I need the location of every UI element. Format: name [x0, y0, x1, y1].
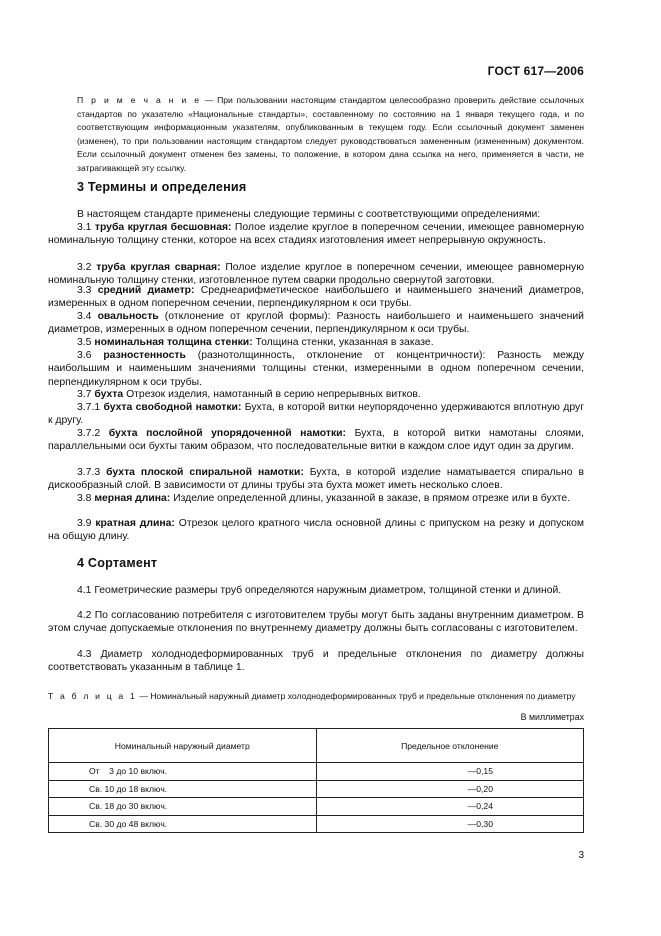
clause-text: 4.3 Диаметр холоднодеформированных труб и предельные отклонения по диаметру должны соответствовать указанным в таблице 1.	[48, 649, 584, 674]
term-name: труба круглая сварная:	[96, 262, 221, 273]
term-name: бухта	[94, 389, 124, 400]
term-number: 3.7.2	[77, 428, 101, 439]
document-code: ГОСТ 617—2006	[487, 64, 584, 78]
table-caption-label: Т а б л и ц а 1	[48, 691, 137, 701]
table-row	[49, 763, 584, 781]
clause-4-3	[48, 648, 584, 675]
intro-text: В настоящем стандарте применены следующие термины с соответствующими определениями:	[77, 209, 541, 220]
term-definition: Полое изделие круглое в поперечном сечении, имеющее равномерную номинальную толщину стенки, которое на всех стадиях изготовления имеет непрерывную окружность.	[48, 222, 584, 247]
note-label: П р и м е ч а н и е	[77, 95, 202, 105]
term-number: 3.7.1	[77, 402, 101, 413]
term-number: 3.9	[77, 518, 92, 529]
term-name: кратная длина:	[95, 518, 175, 529]
header-tolerance: Предельное отклонение	[316, 729, 584, 763]
diameter-range-cell: От 3 до 10 включ.	[49, 763, 317, 781]
tolerance-cell: —0,30	[316, 815, 584, 833]
term-number: 3.6	[77, 350, 92, 361]
clause-text: 4.1 Геометрические размеры труб определяются наружным диаметром, толщиной стенки и длиной.	[77, 585, 562, 596]
term-name: номинальная толщина стенки:	[94, 337, 253, 348]
term-3-6	[48, 349, 584, 389]
tolerance-cell: —0,24	[316, 798, 584, 816]
table-header-row	[49, 729, 584, 763]
diameter-table	[48, 728, 584, 833]
term-name: труба круглая бесшовная:	[94, 222, 232, 233]
term-3-9	[48, 517, 584, 544]
term-number: 3.2	[77, 262, 92, 273]
term-definition: Толщина стенки, указанная в заказе.	[252, 337, 434, 348]
note-text: — При пользовании настоящим стандартом целесообразно проверить действие ссылочных стандартов по указателю «Национальные стандарты», составленному по состоянию на 1 января текущего года, и по соответствующим информационным указателям, опубликованным в текущем году. Если ссылочный документ заменен (изменен), то при пользовании настоящим стандартом следует руководствоваться замененным (измененным) документом. Если ссылочный документ отменен без замены, то положение, в котором дана ссылка на него, применяется в части, не затрагивающей эту ссылку.	[77, 95, 584, 173]
term-3-7-3	[48, 466, 584, 493]
term-number: 3.3	[77, 285, 92, 296]
table-row	[49, 798, 584, 816]
page-number: 3	[578, 850, 584, 861]
term-number: 3.4	[77, 311, 92, 322]
section-4-heading: 4 Сортамент	[77, 556, 158, 570]
term-definition: Изделие определенной длины, указанной в заказе, в прямом отрезке или в бухте.	[170, 493, 571, 504]
diameter-range-cell: Св. 18 до 30 включ.	[49, 798, 317, 816]
term-definition: Бухта, в которой витки неупорядоченно удерживаются вплотную друг к другу.	[48, 402, 585, 427]
term-name: разностенность	[103, 350, 186, 361]
section-3-intro	[48, 208, 584, 221]
term-name: средний диаметр:	[97, 285, 195, 296]
term-name: бухта послойной упорядоченной намотки:	[108, 428, 346, 439]
table-units: В миллиметрах	[520, 712, 584, 722]
clause-4-1	[48, 584, 584, 597]
term-number: 3.7.3	[77, 467, 101, 478]
term-definition: Среднеарифметическое наибольшего и наименьшего значений диаметров, измеренных в одном поперечном сечении, перпендикулярном к оси трубы.	[48, 285, 584, 310]
term-number: 3.7	[77, 389, 92, 400]
term-definition: Бухта, в которой изделие наматывается спирально в дискообразный слой. В зависимости от длины трубы эта бухта может иметь несколько слоев.	[48, 467, 585, 492]
table-row	[49, 815, 584, 833]
term-name: мерная длина:	[94, 493, 171, 504]
term-3-7	[48, 388, 584, 401]
term-3-8	[48, 492, 584, 505]
table-caption-text: — Номинальный наружный диаметр холоднодеформированных труб и предельные отклонения по диаметру	[136, 691, 576, 701]
tolerance-cell: —0,15	[316, 763, 584, 781]
term-definition: Отрезок изделия, намотанный в серию непрерывных витков.	[123, 389, 421, 400]
term-name: бухта свободной намотки:	[103, 402, 242, 413]
term-3-7-1	[48, 401, 584, 428]
term-definition: (разнотолщинность, отклонение от концентричности): Разность между наибольшим и наименьшим значениями толщины стенки, измеренными в одном поперечном сечении, перпендикулярном к оси трубы.	[48, 350, 584, 388]
section-3-heading: 3 Термины и определения	[77, 180, 247, 194]
term-name: бухта плоской спиральной намотки:	[106, 467, 304, 478]
table-row	[49, 780, 584, 798]
term-3-5	[48, 336, 584, 349]
clause-text: 4.2 По согласованию потребителя с изготовителем трубы могут быть заданы внутренним диаметром. В этом случае допускаемые отклонения по внутреннему диаметру должны быть согласованы с изготовителем.	[48, 610, 584, 635]
term-3-7-2	[48, 427, 584, 454]
term-name: овальность	[97, 311, 159, 322]
term-3-1	[48, 221, 584, 248]
term-definition: Полое изделие круглое в поперечном сечении, имеющее равномерную номинальную толщину стенки, изготовленное путем сварки продольно свернутой заготовки.	[48, 262, 584, 287]
term-3-4	[48, 310, 584, 337]
term-definition: Бухта, в которой витки намотаны слоями, параллельными оси бухты таким образом, что последовательные витки в каждом слое идут один за другим.	[48, 428, 584, 453]
diameter-range-cell: Св. 30 до 48 включ.	[49, 815, 317, 833]
term-3-3	[48, 284, 584, 311]
term-number: 3.8	[77, 493, 92, 504]
reference-note	[77, 94, 584, 175]
term-number: 3.1	[77, 222, 92, 233]
tolerance-cell: —0,20	[316, 780, 584, 798]
term-definition: Отрезок целого кратного числа основной длины с припуском на резку и допуском на общую длину.	[48, 518, 584, 543]
table-caption	[48, 690, 584, 703]
header-nominal-diameter: Номинальный наружный диаметр	[49, 729, 317, 763]
term-number: 3.5	[77, 337, 92, 348]
clause-4-2	[48, 609, 584, 636]
term-definition: (отклонение от круглой формы): Разность наибольшего и наименьшего значений диаметров, измеренных в одном поперечном сечении, перпендикулярном к оси трубы.	[48, 311, 584, 336]
diameter-range-cell: Св. 10 до 18 включ.	[49, 780, 317, 798]
